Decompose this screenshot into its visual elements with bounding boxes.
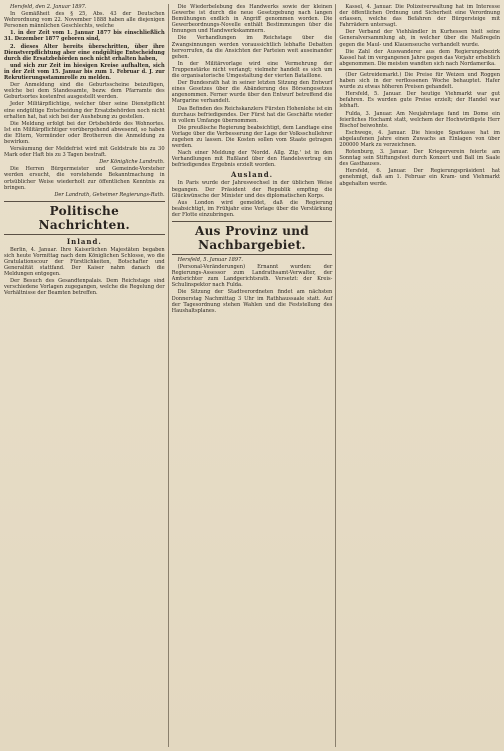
paragraph: Berlin, 4. Januar. Ihre Kaiserlichen Majestäten begaben sich heute Vormittag nach dem Königlichen Schlosse, wo die Gratulationscour der Fürstlichkeiten, Botschafter und Generalität stattfand. Der Kaiser nahm danach die Meldungen entgegen. (4, 246, 165, 278)
paragraph: 2. dieses Alter bereits überschritten, über ihre Dienstverpflichtung aber eine endgültige Entscheidung durch die Ersatzbehörden noch nicht erhalten haben, (4, 43, 165, 62)
paragraph: Die Wiederbelebung des Handwerks sowie der kleinen Gewerbe ist durch die neue Gesetzgebung nach langen Bemühungen endlich in Angriff genommen worden. Die Gewerbeordnungs-Novelle enthält Bestimmungen über die Innungen und Handwerkskammern. (171, 4, 333, 35)
sub-title: Ausland. (230, 170, 274, 180)
paragraph: und sich zur Zeit im hiesigen Kreise aufhalten, sich in der Zeit vom 15. Januar bis zum 1. Februar d. J. zur Rekrutierungsstammrolle zu melden. (4, 62, 165, 82)
paragraph: Der Bundesrath hat in seiner letzten Sitzung den Entwurf eines Gesetzes über die Abänderung des Börsengesetzes angenommen. Ferner wurde über den Entwurf betreffend die Margarine verhandelt. (171, 80, 333, 105)
paragraph: (Der Getreidemarkt.) Die Preise für Weizen und Roggen haben sich in der verflossenen Woche behauptet. Hafer wurde zu etwas höheren Preisen gehandelt. (339, 71, 501, 91)
paragraph: (Personal-Veränderungen) Ernannt wurden: der Regierungs-Assessor zum Landrathsamt-Verwalter, der Amtsrichter zum Landgerichtsrath. Versetzt: der Kreis-Schulinspektor nach Fulda. (171, 264, 333, 289)
signature: Der Landrath, Geheimer Regierungs-Rath. (54, 191, 165, 198)
column-3 (339, 4, 500, 747)
paragraph: Die Zahl der Auswanderer aus dem Regierungsbezirk Kassel hat im vergangenen Jahre gegen das Vorjahr erheblich abgenommen. Die meisten wandten sich nach Nordamerika. (339, 48, 501, 67)
paragraph: Die Herren Bürgermeister und Gemeinde-Vorsteher werden ersucht, die vorstehende Bekanntmachung in ortsüblicher Weise wiederholt zur öffentlichen Kenntnis zu bringen. (4, 166, 165, 191)
paragraph: Hersfeld, 6. Januar. Der Regierungspräsident hat genehmigt, daß am 1. Februar ein Kram- und Viehmarkt abgehalten werde. (339, 168, 501, 187)
paragraph: In der Militärvorlage wird eine Vermehrung der Truppenstärke nicht verlangt; vielmehr handelt es sich um die organisatorische Umgestaltung der vierten Bataillone. (171, 60, 333, 80)
divider (339, 69, 500, 70)
paragraph: Die Verhandlungen im Reichstage über die Zwangsinnungen werden voraussichtlich lebhafte Debatten hervorrufen, da die Ansichten der Parteien weit auseinander gehen. (171, 35, 333, 60)
column-1 (4, 4, 169, 747)
paragraph: Eschwege, 4. Januar. Die hiesige Sparkasse hat im abgelaufenen Jahre einen Zuwachs an Einlagen von über 200000 Mark zu verzeichnen. (339, 129, 501, 148)
signature: Der Königliche Landrath. (99, 159, 165, 166)
paragraph: 1. in der Zeit vom 1. Januar 1877 bis einschließlich 31. Dezember 1877 geboren sind, (4, 30, 165, 43)
paragraph: In Paris wurde der Jahreswechsel in der üblichen Weise begangen. Der Präsident der Republik empfing die Glückwünsche der Minister und des diplomatischen Korps. (171, 180, 333, 199)
paragraph: Jeder Militärpflichtige, welcher über seine Dienstpflicht eine endgültige Entscheidung der Ersatzbehörden noch nicht erhalten hat, hat sich bei der Aushebung zu gestellen. (4, 101, 165, 120)
paragraph: Aus London wird gemeldet, daß die Regierung beabsichtigt, im Frühjahr eine Vorlage über die Verstärkung der Flotte einzubringen. (171, 199, 333, 218)
paragraph: In Gemäßheit des § 25, Abs. 43 der Deutschen Wehrordnung vom 22. November 1888 haben alle diejenigen Personen männlichen Geschlechts, welche (4, 11, 165, 30)
paragraph: Der Besuch des Gesandtenpalais. Dem Reichstage sind verschiedene Vorlagen zugegangen, welche die Regelung der Verhältnisse der Beamten betreffen. (4, 278, 165, 297)
paragraph: Rotenburg, 3. Januar. Der Kriegerverein feierte am Sonntag sein Stiftungsfest durch Konzert und Ball im Saale des Gasthauses. (339, 149, 501, 168)
paragraph: Kassel, 4. Januar. Die Polizeiverwaltung hat im Interesse der öffentlichen Ordnung und Sicherheit eine Verordnung erlassen, welche das Befahren der Bürgersteige mit Fahrrädern untersagt. (339, 4, 501, 29)
paragraph: Das Befinden des Reichskanzlers Fürsten Hohenlohe ist ein durchaus befriedigendes. Der Fürst hat die Geschäfte wieder in vollem Umfange übernommen. (171, 105, 333, 124)
paragraph: Die Sitzung der Stadtverordneten findet am nächsten Donnerstag Nachmittag 3 Uhr im Rathhaussaale statt. Auf der Tagesordnung stehen Wahlen und die Feststellung des Haushaltsplanes. (171, 289, 333, 314)
paragraph: Nach einer Meldung der 'Nordd. Allg. Ztg.' ist in den Verhandlungen mit Rußland über den Handelsvertrag ein befriedigendes Ergebnis erzielt worden. (171, 150, 333, 169)
paragraph: Fulda, 3. Januar. Am Neujahrstage fand im Dome ein feierliches Hochamt statt, welchem der Hochwürdigste Herr Bischof beiwohnte. (339, 110, 501, 129)
paragraph: Die Meldung erfolgt bei der Ortsbehörde des Wohnortes. Ist ein Militärpflichtiger vorübergehend abwesend, so haben die Eltern, Vormünder oder Brotherren die Anmeldung zu bewirken. (4, 120, 165, 145)
dateline: Hersfeld, den 2. Januar 1897. (10, 4, 87, 10)
column-2 (172, 4, 337, 747)
paragraph: Hersfeld, 5. Januar. Der heutige Viehmarkt war gut befahren. Es wurden gute Preise erzielt; der Handel war lebhaft. (339, 91, 501, 110)
dateline: Hersfeld, 5. Januar 1897. (177, 257, 243, 263)
paragraph: Versäumung der Meldefrist wird mit Geldstrafe bis zu 30 Mark oder Haft bis zu 3 Tagen bestraft. (4, 146, 165, 159)
section-title: Aus Provinz und Nachbargebiet. (172, 221, 333, 255)
section-title: Politische Nachrichten. (4, 201, 165, 235)
paragraph: Der Verband der Viehhändler in Kurhessen hielt seine Generalversammlung ab, in welcher über die Maßregeln gegen die Maul- und Klauenseuche verhandelt wurde. (339, 29, 501, 48)
paragraph: Die preußische Regierung beabsichtigt, dem Landtage eine Vorlage über die Verbesserung der Lage der Volksschullehrer zugehen zu lassen. Die Kosten sollen vom Staate getragen werden. (171, 124, 333, 150)
sub-title: Inland. (66, 236, 102, 246)
paragraph: Der Anmeldung sind die Geburtsscheine beizufügen, welche bei dem Standesamte, bezw. dem Pfarramte des Geburtsortes kostenfrei ausgestellt werden. (4, 82, 165, 101)
